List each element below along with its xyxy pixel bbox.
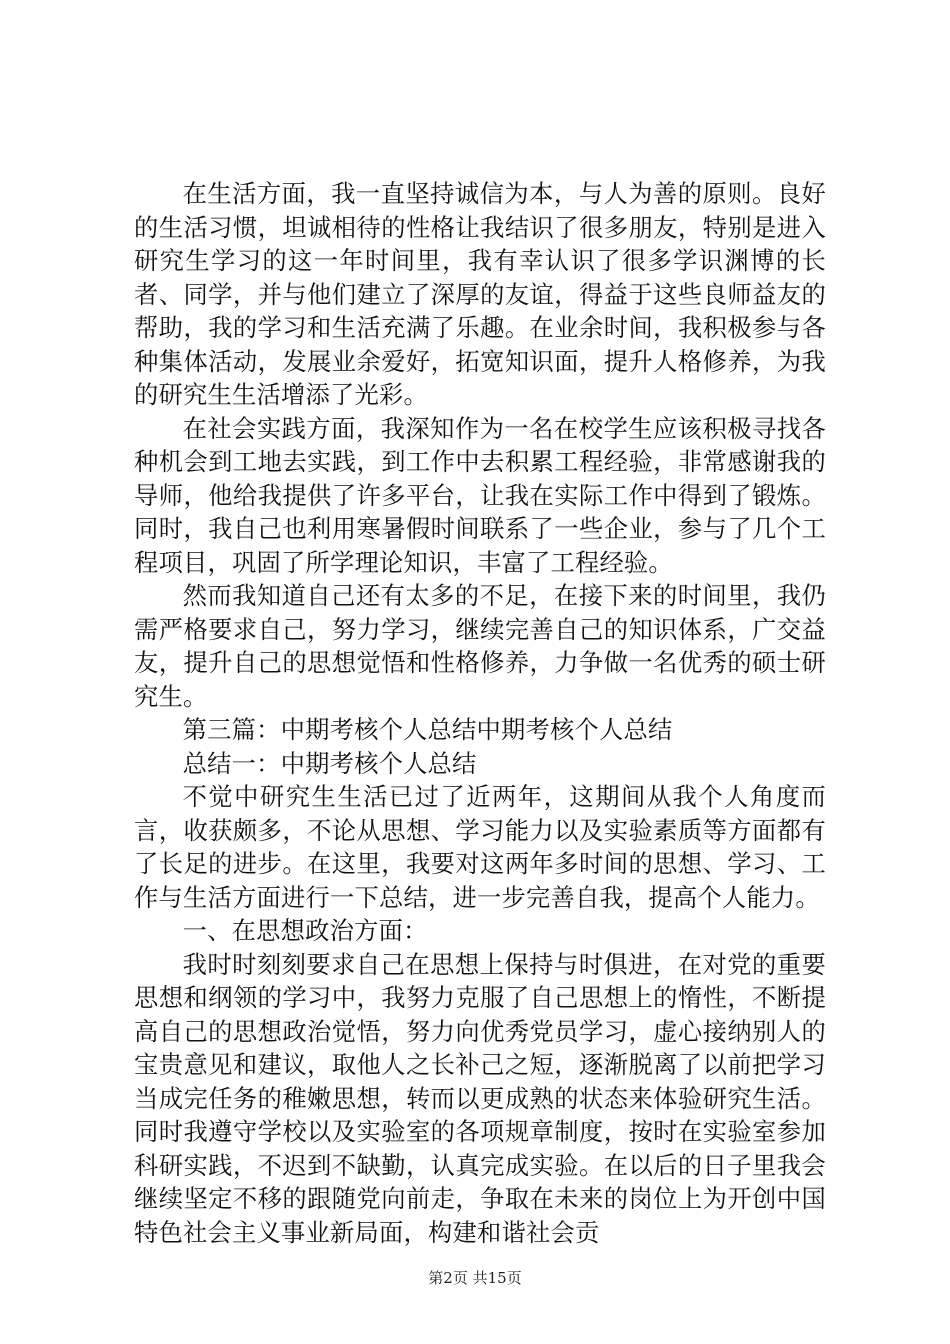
paragraph-political: 我时时刻刻要求自己在思想上保持与时俱进，在对党的重要思想和纲领的学习中，我努力克服了自己思想上的惰性，不断提高自己的思想政治觉悟，努力向优秀党员学习，虚心接纳别人的宝贵意见和建议，取他人之长补己之短，逐渐脱离了以前把学习当成完任务的稚嫩思想，转而以更成熟的状态来体验研究生活。同时我遵守学校以及实验室的各项规章制度，按时在实验室参加科研实践，不迟到不缺勤，认真完成实验。在以后的日子里我会继续坚定不移的跟随党向前走，争取在未来的岗位上为开创中国特色社会主义事业新局面，构建和谐社会贡 <box>134 949 826 1247</box>
paragraph-life: 在生活方面，我一直坚持诚信为本，与人为善的原则。良好的生活习惯，坦诚相待的性格让我结识了很多朋友，特别是进入研究生学习的这一年时间里，我有幸认识了很多学识渊博的长者、同学，并与他们建立了深厚的友谊，得益于这些良师益友的帮助，我的学习和生活充满了乐趣。在业余时间，我积极参与各种集体活动，发展业余爱好，拓宽知识面，提升人格修养，为我的研究生生活增添了光彩。 <box>134 179 826 409</box>
paragraph-intro: 不觉中研究生生活已过了近两年，这期间从我个人角度而言，收获颇多，不论从思想、学习能力以及实验素质等方面都有了长足的进步。在这里，我要对这两年多时间的思想、学习、工作与生活方面进行一下总结，进一步完善自我，提高个人能力。 <box>134 782 826 912</box>
section-heading-summary-one: 总结一：中期考核个人总结 <box>182 748 477 778</box>
subheading-political: 一、在思想政治方面： <box>182 916 428 945</box>
document-body <box>134 177 826 1249</box>
page-number-footer: 第2页 共15页 <box>428 1269 522 1287</box>
paragraph-shortcomings: 然而我知道自己还有太多的不足，在接下来的时间里，我仍需严格要求自己，努力学习，继续完善自己的知识体系，广交益友，提升自己的思想觉悟和性格修养，力争做一名优秀的硕士研究生。 <box>134 581 826 711</box>
paragraph-social-practice: 在社会实践方面，我深知作为一名在校学生应该积极寻找各种机会到工地去实践，到工作中去积累工程经验，非常感谢我的导师，他给我提供了许多平台，让我在实际工作中得到了锻炼。同时，我自己也利用寒暑假时间联系了一些企业，参与了几个工程项目，巩固了所学理论知识，丰富了工程经验。 <box>134 413 826 577</box>
section-heading-part-three: 第三篇：中期考核个人总结中期考核个人总结 <box>182 715 673 744</box>
